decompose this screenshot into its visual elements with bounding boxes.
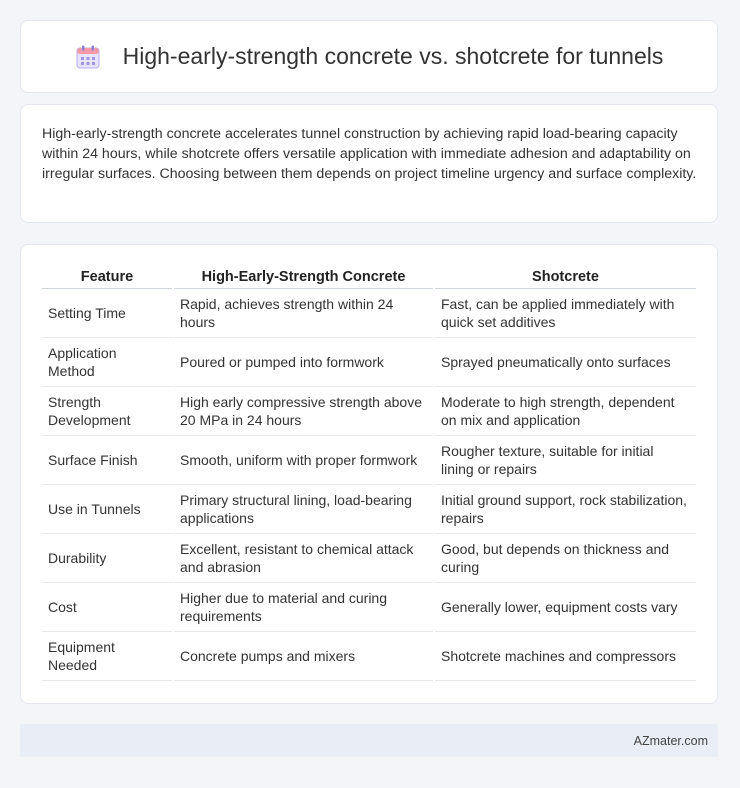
feature-cell: Cost <box>42 583 172 632</box>
calendar-icon <box>75 44 101 70</box>
feature-cell: Durability <box>42 534 172 583</box>
title-card <box>20 20 718 93</box>
table-row <box>42 485 696 534</box>
high-early-strength-cell: High early compressive strength above 20 MPa in 24 hours <box>174 387 433 436</box>
high-early-strength-cell: Poured or pumped into formwork <box>174 338 433 387</box>
shotcrete-cell: Rougher texture, suitable for initial lining or repairs <box>435 436 696 485</box>
high-early-strength-cell: Rapid, achieves strength within 24 hours <box>174 289 433 338</box>
column-header-feature: Feature <box>42 265 172 289</box>
intro-text: High-early-strength concrete accelerates tunnel construction by achieving rapid load-bearing capacity within 24 hours, while shotcrete offers versatile application with immediate adhesion and adaptability on irregular surfaces. Choosing between them depends on project timeline urgency and surface complexity. <box>42 126 697 182</box>
feature-cell: Use in Tunnels <box>42 485 172 534</box>
table-header-row <box>42 265 696 289</box>
footer-brand: AZmater.com <box>633 733 708 748</box>
comparison-table <box>40 265 698 681</box>
high-early-strength-cell: Excellent, resistant to chemical attack and abrasion <box>174 534 433 583</box>
shotcrete-cell: Generally lower, equipment costs vary <box>435 583 696 632</box>
table-row <box>42 387 696 436</box>
shotcrete-cell: Fast, can be applied immediately with quick set additives <box>435 289 696 338</box>
feature-cell: Setting Time <box>42 289 172 338</box>
feature-cell: Surface Finish <box>42 436 172 485</box>
column-header-high-early-strength: High-Early-Strength Concrete <box>174 265 433 289</box>
shotcrete-cell: Initial ground support, rock stabilization, repairs <box>435 485 696 534</box>
shotcrete-cell: Shotcrete machines and compressors <box>435 632 696 681</box>
high-early-strength-cell: Concrete pumps and mixers <box>174 632 433 681</box>
shotcrete-cell: Moderate to high strength, dependent on mix and application <box>435 387 696 436</box>
table-row <box>42 289 696 338</box>
high-early-strength-cell: Higher due to material and curing requirements <box>174 583 433 632</box>
high-early-strength-cell: Primary structural lining, load-bearing applications <box>174 485 433 534</box>
table-row <box>42 583 696 632</box>
column-header-shotcrete: Shotcrete <box>435 265 696 289</box>
feature-cell: Equipment Needed <box>42 632 172 681</box>
feature-cell: Strength Development <box>42 387 172 436</box>
page-title: High-early-strength concrete vs. shotcrete for tunnels <box>122 43 664 69</box>
shotcrete-cell: Good, but depends on thickness and curing <box>435 534 696 583</box>
shotcrete-cell: Sprayed pneumatically onto surfaces <box>435 338 696 387</box>
high-early-strength-cell: Smooth, uniform with proper formwork <box>174 436 433 485</box>
table-row <box>42 436 696 485</box>
table-row <box>42 338 696 387</box>
table-row <box>42 632 696 681</box>
comparison-card <box>20 244 718 704</box>
feature-cell: Application Method <box>42 338 172 387</box>
table-row <box>42 534 696 583</box>
footer-bar <box>20 724 718 757</box>
intro-card <box>20 104 718 223</box>
